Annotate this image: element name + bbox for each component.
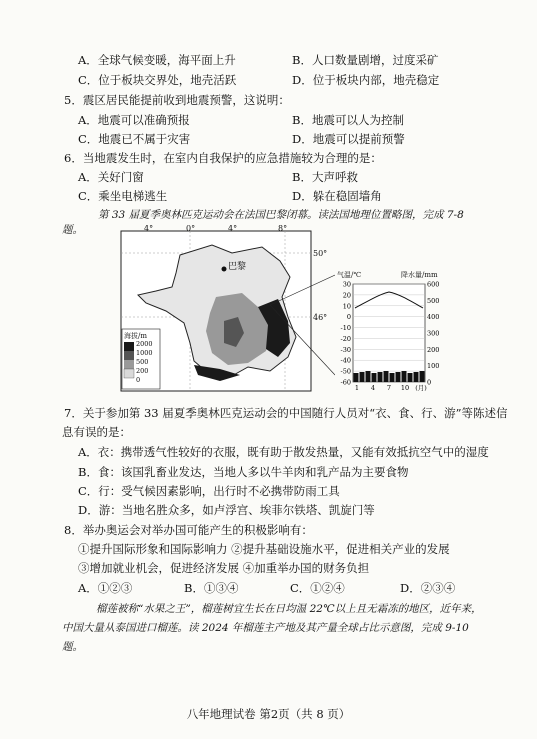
lon-label-1: 4° [144, 225, 154, 233]
precip-tick-label: 400 [427, 313, 440, 322]
chart-ylabel-left: 气温/℃ [337, 271, 362, 279]
legend-level-500: 500 [136, 358, 149, 366]
page-footer: 八年地理试卷 第2页（共 8 页） [186, 707, 351, 721]
precip-bar [384, 371, 389, 382]
q7-stem-line-2: 息有误的是： [62, 425, 131, 439]
q5-option-d[interactable]: D．地震可以提前预警 [292, 132, 405, 146]
q8-statements-2: ③增加就业机会，促进经济发展 ④加重举办国的财务负担 [78, 561, 370, 575]
legend-level-200: 200 [136, 367, 149, 375]
precip-bar [378, 372, 383, 382]
passage-1-line-2: 题。 [62, 224, 83, 236]
temp-tick-label: 30 [342, 280, 351, 289]
q7-stem-line-1: 7．关于参加第 33 届夏季奥林匹克运动会的中国随行人员对“衣、食、行、游”等陈述信 [64, 406, 508, 420]
month-tick-label: 1 [354, 384, 360, 392]
precip-bar [414, 372, 419, 382]
chart-ylabel-right: 降水量/mm [401, 271, 438, 279]
q8-statements-1: ①提升国际形象和国际影响力 ②提升基础设施水平，促进相关产业的发展 [78, 542, 450, 556]
legend-level-0: 0 [136, 376, 141, 384]
month-tick-label: (月) [415, 384, 427, 392]
lon-label-4: 8° [278, 225, 288, 233]
q7-option-c[interactable]: C．行：受气候因素影响，出行时不必携带防雨工具 [78, 484, 340, 498]
climate-chart [335, 268, 450, 393]
temp-tick-label: 10 [342, 302, 351, 311]
precip-tick-label: 600 [427, 280, 440, 289]
precip-bar [372, 373, 377, 382]
precip-bar [360, 372, 365, 382]
lon-label-3: 4° [228, 225, 238, 233]
precip-bar [354, 373, 359, 382]
month-tick-label: 7 [386, 384, 392, 392]
precip-bar [390, 373, 395, 382]
temp-tick-label: -30 [340, 345, 351, 354]
precip-bar [366, 371, 371, 382]
q6-option-a[interactable]: A．关好门窗 [78, 170, 144, 184]
precip-bar [408, 373, 413, 382]
paris-label: 巴黎 [228, 262, 247, 272]
q5-option-a[interactable]: A．地震可以准确预报 [78, 113, 190, 127]
precip-tick-label: 500 [427, 296, 440, 305]
q7-option-d[interactable]: D．游：当地名胜众多，如卢浮宫、埃菲尔铁塔、凯旋门等 [78, 503, 375, 517]
q4-option-c[interactable]: C．位于板块交界处，地壳活跃 [78, 73, 237, 87]
q5-option-b[interactable]: B．地震可以人为控制 [292, 113, 404, 127]
temp-tick-label: -60 [340, 378, 351, 387]
q8-option-a[interactable]: A．①②③ [78, 581, 133, 595]
precip-tick-label: 300 [427, 329, 440, 338]
precip-bar [420, 371, 425, 382]
precip-bar [396, 372, 401, 382]
month-tick-label: 10 [400, 384, 410, 392]
france-map [120, 225, 335, 393]
lon-label-2: 0° [186, 225, 196, 233]
temp-tick-label: 20 [342, 291, 351, 300]
q8-option-d[interactable]: D．②③④ [400, 581, 456, 595]
q5-stem: 5．震区居民能提前收到地震预警，这说明： [64, 93, 290, 107]
temp-tick-label: -50 [340, 367, 351, 376]
precip-tick-label: 100 [427, 362, 440, 371]
temp-tick-label: -40 [340, 356, 351, 365]
q8-option-b[interactable]: B．①③④ [184, 581, 239, 595]
q6-option-b[interactable]: B．大声呼救 [292, 170, 358, 184]
q6-stem: 6．当地震发生时，在室内自我保护的应急措施较为合理的是： [64, 151, 382, 165]
month-tick-label: 4 [370, 384, 376, 392]
legend-title: 海拔/m [124, 332, 147, 340]
lat-label-46: 46° [313, 313, 328, 322]
q6-option-d[interactable]: D．躲在稳固墙角 [292, 189, 382, 203]
passage-2-line-1: 榴莲被称“水果之王”，榴莲树宜生长在日均温 22℃以上且无霜冻的地区，近年来， [96, 603, 482, 615]
legend-level-2000: 2000 [136, 340, 153, 348]
precip-tick-label: 0 [427, 378, 432, 387]
temp-tick-label: -20 [340, 334, 351, 343]
precip-tick-label: 200 [427, 345, 440, 354]
q7-option-a[interactable]: A．衣：携带透气性较好的衣服，既有助于散发热量，又能有效抵抗空气中的湿度 [78, 445, 489, 459]
precip-bar [402, 371, 407, 382]
passage-2-line-3: 题。 [62, 641, 83, 653]
legend-level-1000: 1000 [136, 349, 153, 357]
q7-option-b[interactable]: B．食：该国乳畜业发达，当地人多以牛羊肉和乳产品为主要食物 [78, 465, 409, 479]
temp-tick-label: 0 [346, 313, 351, 322]
q4-option-b[interactable]: B．人口数量剧增，过度采矿 [292, 53, 439, 67]
q4-option-a[interactable]: A．全球气候变暖，海平面上升 [78, 53, 236, 67]
lat-label-50: 50° [313, 249, 328, 258]
temp-tick-label: -10 [340, 324, 351, 333]
q8-option-c[interactable]: C．①②④ [290, 581, 345, 595]
passage-1-line-1: 第 33 届夏季奥林匹克运动会在法国巴黎闭幕。读法国地理位置略图，完成 7-8 [98, 209, 464, 221]
q4-option-d[interactable]: D．位于板块内部，地壳稳定 [292, 73, 440, 87]
chart-plot-area [353, 284, 425, 382]
q5-option-c[interactable]: C．地震已不属于灾害 [78, 132, 191, 146]
q8-stem: 8．举办奥运会对举办国可能产生的积极影响有： [64, 523, 313, 537]
q6-option-c[interactable]: C．乘坐电梯逃生 [78, 189, 168, 203]
passage-2-line-2: 中国大量从泰国进口榴莲。读 2024 年榴莲主产地及其产量全球占比示意图，完成 9-10 [62, 622, 469, 634]
